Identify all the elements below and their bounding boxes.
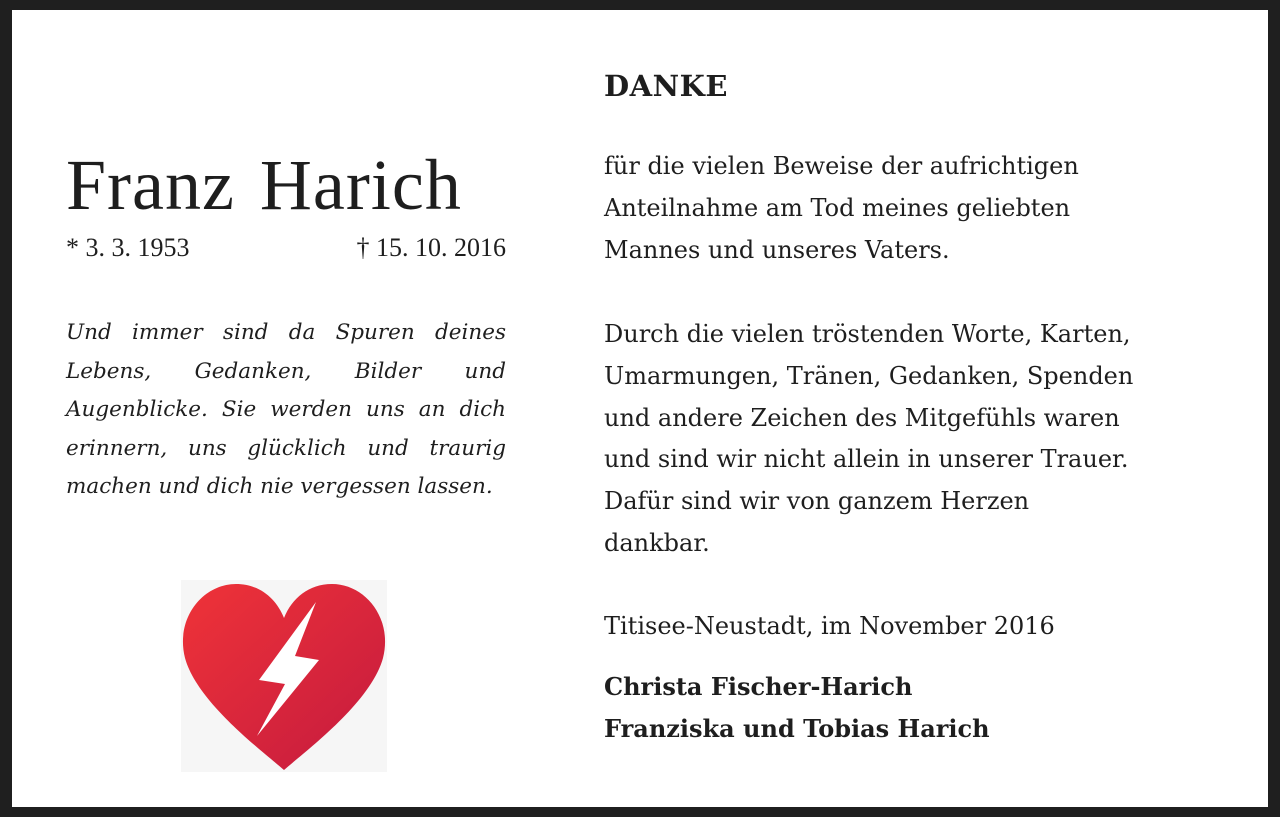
place-date: Titisee-Neustadt, im November 2016	[604, 612, 1055, 640]
deceased-name: Franz Harich	[66, 145, 462, 225]
text-line: und sind wir nicht allein in unserer Trauer.	[604, 445, 1129, 474]
obituary-card	[12, 10, 1268, 807]
text-line: Mannes und unseres Vaters.	[604, 235, 950, 264]
text-line: Durch die vielen tröstenden Worte, Karten,	[604, 320, 1131, 348]
text-line: für die vielen Beweise der aufrichtigen	[604, 152, 1079, 180]
thanks-paragraph-1	[604, 146, 1244, 271]
heart-lightning-icon	[181, 580, 387, 772]
death-date: † 15. 10. 2016	[356, 233, 506, 262]
thanks-column	[604, 10, 1244, 807]
thanks-paragraph-2	[604, 314, 1244, 565]
birth-date: * 3. 3. 1953	[66, 233, 190, 262]
text-line: und andere Zeichen des Mitgefühls waren	[604, 403, 1120, 432]
text-line: dankbar.	[604, 528, 710, 557]
text-line: Anteilnahme am Tod meines geliebten	[604, 193, 1071, 222]
text-line: Umarmungen, Tränen, Gedanken, Spenden	[604, 361, 1134, 390]
memorial-column	[66, 10, 506, 807]
signer-name: Christa Fischer-Harich	[604, 672, 913, 701]
signers	[604, 666, 990, 750]
heart-emblem	[181, 580, 387, 772]
signer-name: Franziska und Tobias Harich	[604, 714, 990, 743]
life-dates	[66, 232, 506, 264]
text-line: Dafür sind wir von ganzem Herzen	[604, 487, 1030, 516]
thanks-heading: DANKE	[604, 69, 728, 103]
memorial-poem: Und immer sind da Spuren deines Lebens, Gedanken, Bilder und Augenblicke. Sie werden uns an dich erinnern, uns glücklich und traurig machen und dich nie vergessen lassen.	[66, 320, 506, 499]
